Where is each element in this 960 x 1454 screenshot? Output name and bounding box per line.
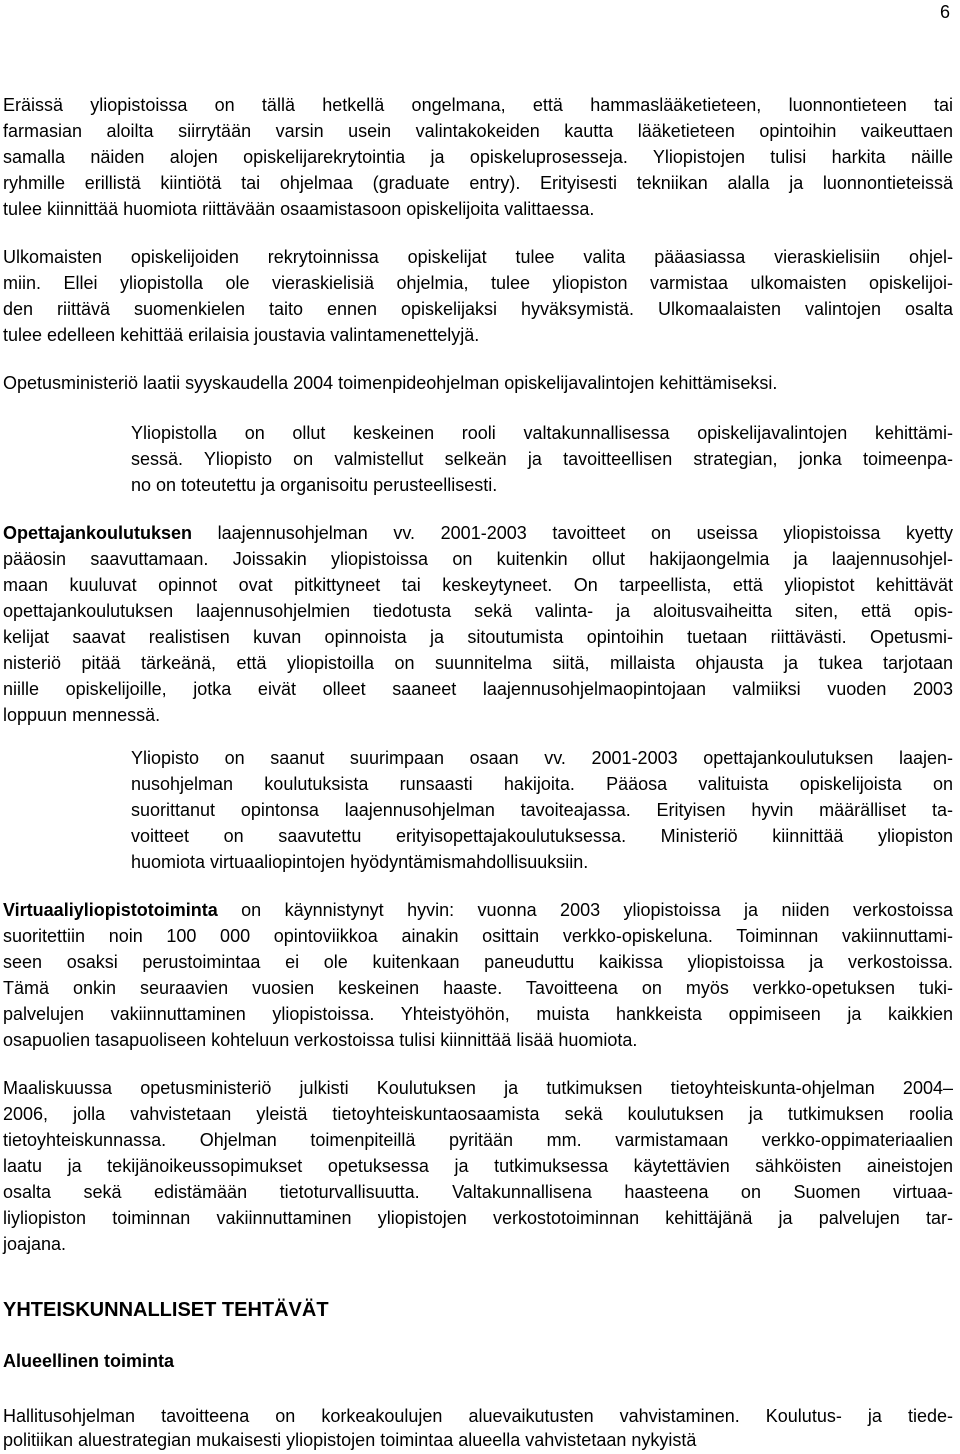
text-line: farmasian aloilta siirrytään varsin usein valintakokeiden kautta lääketieteen opintoihin vaikeuttaen <box>3 121 953 141</box>
text-line: osapuolien tasapuoliseen kohteluun verkostoissa tulisi kiinnittää lisää huomiota. <box>3 1030 638 1050</box>
text-line: den riittävä suomenkielen taito ennen opiskelijaksi hyväksymistä. Ulkomaalaisten valintojen osalta <box>3 299 953 319</box>
text-line: huomiota virtuaaliopintojen hyödyntämismahdollisuuksiin. <box>131 852 589 872</box>
text-line: no on toteutettu ja organisoitu perusteellisesti. <box>131 475 498 495</box>
text-line: osalta sekä edistämään tietoturvallisuutta. Valtakunnallisena haasteena on Suomen virtuaa- <box>3 1182 953 1202</box>
text-line: liyliopiston toiminnan vakiinnuttaminen yliopistojen verkostotoiminnan kehittäjänä ja palvelujen tar- <box>3 1208 953 1228</box>
text-line: kelijat saavat realistisen kuvan opinnoista ja sitoutumista opintoihin tuetaan riittävästi. Opetusmi- <box>3 627 953 647</box>
text-line: Tämä onkin seuraavien vuosien keskeinen haaste. Tavoitteena on myös verkko-opetuksen tuki- <box>3 978 953 998</box>
text-line: seen osaksi perustoimintaa ei ole kuitenkaan paneuduttu kaikissa yliopistoissa ja verkostoissa. <box>3 952 953 972</box>
text-line: maan kuuluvat opinnot ovat pitkittyneet tai keskeytyneet. On tarpeellista, että yliopistot kehittävät <box>3 575 953 595</box>
text-line: sessä. Yliopisto on valmistellut selkeän ja tavoitteellisen strategian, jonka toimeenpa- <box>131 449 953 469</box>
text-line: suoritettiin noin 100 000 opintoviikkoa ainakin osittain verkko-opiskeluna. Toiminnan vakiinnuttami- <box>3 926 953 946</box>
text-span: on käynnistynyt hyvin: vuonna 2003 yliopistoissa ja niiden verkostoissa <box>217 900 953 920</box>
text-line: tietoyhteiskunnassa. Ohjelman toimenpiteillä pyritään mm. varmistamaan verkko-oppimateriaalien <box>3 1130 953 1150</box>
text-line: Maaliskuussa opetusministeriö julkisti Koulutuksen ja tutkimuksen tietoyhteiskunta-ohjelman 2004– <box>3 1078 953 1098</box>
text-line: politiikan aluestrategian mukaisesti yliopistojen toimintaa alueella vahvistetaan nykyistä <box>3 1430 697 1450</box>
text-line <box>3 520 953 546</box>
text-line: loppuun mennessä. <box>3 705 161 725</box>
text-line <box>3 897 953 923</box>
section-heading: YHTEISKUNNALLISET TEHTÄVÄT <box>3 1299 329 1321</box>
text-line: nusohjelman koulutuksista runsaasti hakijoita. Pääosa valituista opiskelijoista on <box>131 774 953 794</box>
text-line: joajana. <box>3 1234 67 1254</box>
bold-lead: Virtuaaliyliopistotoiminta <box>3 900 218 920</box>
text-line: Hallitusohjelman tavoitteena on korkeakoulujen aluevaikutusten vahvistaminen. Koulutus- ja tiede- <box>3 1406 953 1426</box>
subsection-heading: Alueellinen toiminta <box>3 1351 175 1371</box>
text-line: nisteriö pitää tärkeänä, että yliopistoilla on suunnitelma siitä, millaista ohjausta ja tukea tarjotaan <box>3 653 953 673</box>
text-line: miin. Ellei yliopistolla ole vieraskielisiä ohjelmia, tulee yliopiston varmistaa ulkomaisten opiskelijoi- <box>3 273 953 293</box>
bold-lead: Opettajankoulutuksen <box>3 523 193 543</box>
text-line: Eräissä yliopistoissa on tällä hetkellä ongelmana, että hammaslääketieteen, luonnontieteen tai <box>3 95 953 115</box>
text-span: laajennusohjelman vv. 2001-2003 tavoitteet on useissa yliopistoissa kyetty <box>192 523 953 543</box>
text-line: Ulkomaisten opiskelijoiden rekrytoinnissa opiskelijat tulee valita pääasiassa vieraskielisiin ohjel- <box>3 247 953 267</box>
text-line: tulee edelleen kehittää erilaisia joustavia valintamenettelyjä. <box>3 325 480 345</box>
text-line: Yliopisto on saanut suurimpaan osaan vv. 2001-2003 opettajankoulutuksen laajen- <box>131 748 953 768</box>
text-line: samalla näiden alojen opiskelijarekrytointia ja opiskeluprosesseja. Yliopistojen tulisi harkita näille <box>3 147 953 167</box>
text-line: tulee kiinnittää huomiota riittävään osaamistasoon opiskelijoita valittaessa. <box>3 199 595 219</box>
text-line: suorittanut opintonsa laajennusohjelman tavoiteajassa. Erityisen hyvin määrälliset ta- <box>131 800 953 820</box>
text-line: opettajankoulutuksen laajennusohjelmien tiedotusta sekä valinta- ja aloitusvaiheitta siten, että opis- <box>3 601 953 621</box>
text-line: Yliopistolla on ollut keskeinen rooli valtakunnallisessa opiskelijavalintojen kehittämi- <box>131 423 953 443</box>
text-line: laatu ja tekijänoikeussopimukset opetuksessa ja tutkimuksessa käytettävien sähköisten aineistojen <box>3 1156 953 1176</box>
text-line: palvelujen vakiinnuttaminen yliopistoissa. Yhteistyöhön, muista hankkeista oppimiseen ja kaikkien <box>3 1004 953 1024</box>
text-line: ryhmille erillistä kiintiötä tai ohjelmaa (graduate entry). Erityisesti tekniikan alalla ja luonnontieteissä <box>3 173 953 193</box>
text-line: voitteet on saavutettu erityisopettajakoulutuksessa. Ministeriö kiinnittää yliopiston <box>131 826 953 846</box>
text-line: niille opiskelijoille, jotka eivät olleet saaneet laajennusohjelmaopintojaan valmiiksi vuoden 2003 <box>3 679 953 699</box>
text-line: pääosin saavuttamaan. Joissakin yliopistoissa on kuitenkin ollut hakijaongelmia ja laajennusohjel- <box>3 549 953 569</box>
text-line: 2006, jolla vahvistetaan yleistä tietoyhteiskuntaosaamista sekä koulutuksen ja tutkimuksen roolia <box>3 1104 953 1124</box>
text-line: Opetusministeriö laatii syyskaudella 2004 toimenpideohjelman opiskelijavalintojen kehittämiseksi. <box>3 373 778 393</box>
page-number: 6 <box>939 2 950 22</box>
